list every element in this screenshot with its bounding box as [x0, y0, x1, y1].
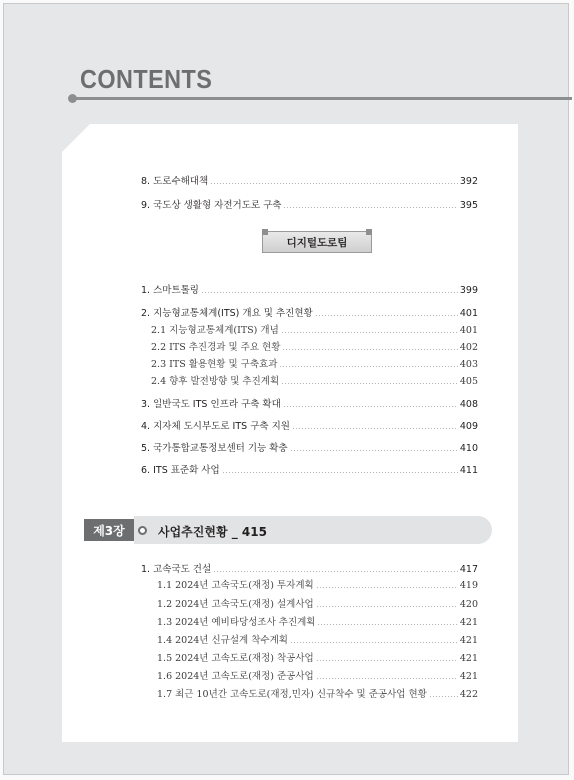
toc-entry[interactable]: [141, 396, 478, 410]
chapter-number-badge: 제3장: [84, 519, 134, 541]
dot-leader: [316, 678, 458, 679]
dot-leader: [290, 642, 458, 643]
dot-leader: [316, 587, 458, 588]
toc-entry-label: 4. 지자체 도시부도로 ITS 구축 지원: [141, 421, 290, 432]
toc-subentry[interactable]: [151, 322, 478, 336]
chapter-bullet-icon: [138, 526, 147, 535]
toc-entry-label: 1. 고속국도 건설: [141, 564, 212, 575]
toc-entry-label: 3. 일반국도 ITS 인프라 구축 확대: [141, 399, 281, 410]
contents-heading: CONTENTS: [80, 64, 213, 94]
toc-subentry[interactable]: [157, 614, 478, 628]
dot-leader: [317, 624, 457, 625]
dot-leader: [292, 428, 458, 429]
toc-entry-page: 403: [459, 359, 478, 370]
toc-entry-page: 419: [459, 580, 478, 591]
dot-leader: [283, 207, 457, 208]
toc-entry-label: 5. 국가통합교통정보센터 기능 확충: [141, 443, 288, 454]
toc-entry-page: 421: [459, 671, 478, 682]
toc-entry-page: 392: [459, 176, 478, 187]
toc-entry-label: 1.2 2024년 고속국도(재정) 설계사업: [157, 599, 314, 610]
toc-entry[interactable]: [141, 462, 478, 476]
toc-entry-label: 9. 국도상 생활형 자전거도로 구축: [141, 200, 282, 211]
toc-entry-page: 420: [459, 599, 478, 610]
toc-entry-label: 2.2 ITS 추진경과 및 주요 현황: [151, 342, 281, 353]
dot-leader: [315, 315, 458, 316]
toc-entry-label: 6. ITS 표준화 사업: [141, 465, 220, 476]
toc-subentry[interactable]: [157, 632, 478, 646]
toc-entry-label: 1.5 2024년 고속도로(재정) 착공사업: [157, 653, 314, 664]
dot-leader: [222, 472, 458, 473]
toc-entry-page: 410: [459, 443, 478, 454]
tab-fold-corner: [262, 229, 268, 235]
dot-leader: [290, 450, 458, 451]
toc-entry[interactable]: [141, 197, 478, 211]
toc-entry-page: 409: [459, 421, 478, 432]
toc-entry-page: 422: [459, 689, 478, 700]
dot-leader: [279, 366, 457, 367]
toc-entry-page: 401: [459, 308, 478, 319]
toc-subentry[interactable]: [157, 686, 478, 700]
toc-entry[interactable]: [141, 440, 478, 454]
dot-leader: [201, 292, 458, 293]
dot-leader: [316, 606, 458, 607]
dot-leader: [281, 332, 458, 333]
dot-leader: [429, 696, 458, 697]
dot-leader: [316, 660, 458, 661]
toc-entry-label: 2.1 지능형교통체계(ITS) 개념: [151, 325, 279, 336]
toc-entry-label: 1.3 2024년 예비타당성조사 추진계획: [157, 617, 316, 628]
toc-subentry[interactable]: [157, 650, 478, 664]
section-tab-label: 디지털도로팀: [286, 236, 348, 249]
dot-leader: [213, 571, 458, 572]
heading-rule: [74, 97, 572, 100]
toc-entry[interactable]: [141, 173, 478, 187]
toc-entry-page: 399: [459, 285, 478, 296]
section-tab: [262, 231, 372, 253]
toc-entry-page: 408: [459, 399, 478, 410]
toc-entry-page: 421: [459, 635, 478, 646]
toc-entry-label: 2. 지능형교통체계(ITS) 개요 및 추진현황: [141, 308, 313, 319]
toc-subentry[interactable]: [151, 356, 478, 370]
toc-entry-page: 417: [459, 564, 478, 575]
dot-leader: [283, 406, 458, 407]
toc-subentry[interactable]: [157, 668, 478, 682]
toc-entry-page: 421: [459, 653, 478, 664]
dot-leader: [282, 349, 457, 350]
toc-entry-label: 2.4 향후 발전방향 및 추진계획: [151, 376, 280, 387]
toc-entry-label: 8. 도로수해대책: [141, 176, 209, 187]
toc-subentry[interactable]: [151, 339, 478, 353]
dot-leader: [210, 183, 458, 184]
toc-subentry[interactable]: [157, 596, 478, 610]
toc-entry[interactable]: [141, 418, 478, 432]
toc-entry-label: 1.1 2024년 고속국도(재정) 투자계획: [157, 580, 314, 591]
toc-entry-label: 1.6 2024년 고속도로(재정) 준공사업: [157, 671, 314, 682]
toc-entry[interactable]: [141, 561, 478, 575]
toc-entry-page: 411: [459, 465, 478, 476]
dot-leader: [281, 383, 458, 384]
toc-entry-page: 402: [459, 342, 478, 353]
toc-entry-page: 395: [459, 200, 478, 211]
toc-entry-label: 1.4 2024년 신규설계 착수계획: [157, 635, 288, 646]
toc-entry-page: 405: [459, 376, 478, 387]
chapter-title[interactable]: 사업추진현황 _ 415: [158, 525, 267, 539]
toc-entry-label: 1. 스마트톨링: [141, 285, 199, 296]
toc-subentry[interactable]: [151, 373, 478, 387]
tab-fold-corner: [366, 229, 372, 235]
toc-entry-page: 401: [459, 325, 478, 336]
toc-entry-page: 421: [459, 617, 478, 628]
toc-entry[interactable]: [141, 282, 478, 296]
toc-entry-label: 1.7 최근 10년간 고속도로(재정,민자) 신규착수 및 준공사업 현황: [157, 689, 427, 700]
toc-entry-label: 2.3 ITS 활용현황 및 구축효과: [151, 359, 278, 370]
toc-subentry[interactable]: [157, 577, 478, 591]
toc-entry[interactable]: [141, 305, 478, 319]
